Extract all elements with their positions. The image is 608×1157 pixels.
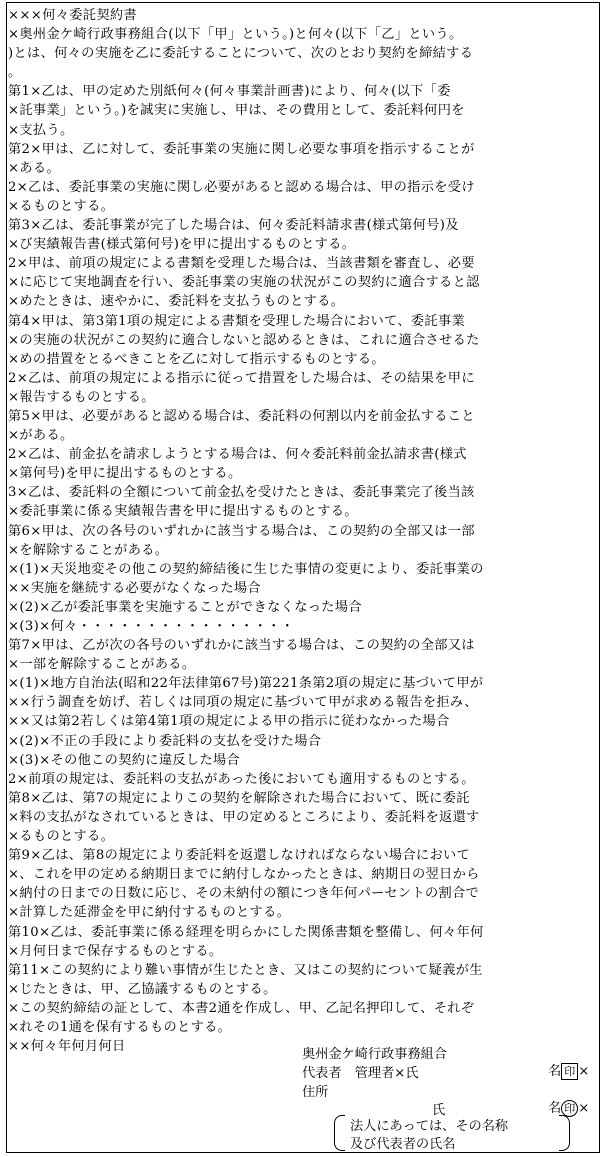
trail-1: × — [578, 1064, 590, 1079]
contract-line: 2×甲は、前項の規定による書類を受理した場合は、当該書類を審査し、必要 — [8, 256, 475, 272]
contract-line: ×料の支払がなされているときは、甲の定めるところにより、委託料を返還す — [8, 809, 480, 825]
contract-line: ×じたときは、甲、乙協議するものとする。 — [8, 981, 277, 997]
contract-line: ××又は第2若しくは第4第1項の規定による甲の指示に従わなかった場合 — [8, 714, 450, 730]
contract-line: ×この契約締結の証として、本書2通を作成し、甲、乙記名押印して、それぞ — [8, 1000, 475, 1016]
contract-line: 第2×甲は、乙に対して、委託事業の実施に関し必要な事項を指示することが — [8, 141, 475, 157]
contract-line: ×(3)×その他この契約に違反した場合 — [8, 752, 241, 768]
corporate-note — [334, 1115, 570, 1151]
contract-line: ×の実施の状況がこの契約に適合しないと認めるときは、これに適合させるた — [8, 332, 480, 348]
contract-line: 第8×乙は、第7の規定によりこの契約を解除された場合において、既に委託 — [8, 790, 470, 806]
bracket-right — [559, 1115, 570, 1151]
contract-line: ×ある。 — [8, 160, 61, 176]
contract-line: ×(2)×乙が委託事業を実施することができなくなった場合 — [8, 599, 362, 615]
contract-line: ×××何々委託契約書 — [8, 8, 137, 23]
contract-line: ××何々年何月何日 — [8, 1039, 126, 1055]
contract-line: ×奥州金ケ崎行政事務組合(以下「甲」という。)と何々(以下「乙」という。 — [8, 27, 463, 43]
contract-line: ×計算した延滞金を甲に納付するものとする。 — [8, 905, 291, 921]
contract-line: 第11×この契約により難い事情が生じたとき、又はこの契約について疑義が生 — [8, 962, 483, 978]
contract-line: 第1×乙は、甲の定めた別紙何々(何々事業計画書)により、何々(以下「委 — [8, 84, 451, 100]
name-prefix-2: 氏 — [432, 1103, 446, 1118]
bracket-left — [334, 1115, 345, 1151]
contract-line: 第4×甲は、第3第1項の規定による書類を受理した場合において、委託事業 — [8, 313, 466, 329]
corporate-note-line-2: 及び代表者の氏名 — [350, 1137, 456, 1152]
contract-line: 第10×乙は、委託事業に係る経理を明らかにした関係書類を整備し、何々年何 — [8, 924, 484, 940]
contract-line: 第5×甲は、必要があると認める場合は、委託料の何割以内を前金払すること — [8, 408, 475, 424]
contract-line: ×一部を解除することがある。 — [8, 657, 196, 673]
contract-line: ×報告するものとする。 — [8, 389, 155, 405]
representative-line: 代表者 管理者×氏 — [302, 1066, 419, 1081]
contract-line: ×、これを甲の定める納期日までに納付しなかったときは、納期日の翌日から — [8, 867, 480, 883]
contract-line: ×び実績報告書(様式第何号)を甲に提出するものとする。 — [8, 237, 356, 253]
contract-line: 第9×乙は、第8の規定により委託料を返還しなければならない場合において — [8, 848, 471, 864]
contract-line: ×めの措置をとるべきことを乙に対して指示するものとする。 — [8, 351, 385, 367]
name-label-1 — [548, 1060, 589, 1080]
contract-line: ×るものとする。 — [8, 829, 115, 845]
contract-line: ×月何日まで保存するものとする。 — [8, 943, 223, 959]
contract-line: 2×前項の規定は、委託料の支払があった後においても適用するものとする。 — [8, 771, 475, 787]
contract-line: )とは、何々の実施を乙に委託することについて、次のとおり契約を締結する — [8, 46, 474, 62]
contract-line: ×委託事業に係る実績報告書を甲に提出するものとする。 — [8, 504, 358, 520]
contract-line: 第7×甲は、乙が次の各号のいずれかに該当する場合は、この契約の全部又は — [8, 638, 475, 654]
seal-round-icon: 印 — [561, 1100, 578, 1117]
contract-line: ×めたときは、速やかに、委託料を支払うものとする。 — [8, 294, 345, 310]
contract-line: ×(3)×何々・・・・・・・・・・・・・・・・ — [8, 619, 295, 634]
contract-line: ××行う調査を妨げ、若しくは同項の規定に基づいて甲が求める報告を拒み、 — [8, 695, 478, 711]
contract-line: ×に応じて実地調査を行い、委託事業の実施の状況がこの契約に適合すると認 — [8, 275, 480, 291]
contract-line: ×がある。 — [8, 428, 74, 444]
contract-line: ×を解除することがある。 — [8, 542, 169, 558]
contract-line: 2×乙は、前項の規定による指示に従って措置をした場合は、その結果を甲に — [8, 370, 475, 386]
contract-line: ×るものとする。 — [8, 198, 115, 214]
name-label-2-text: 名 — [548, 1101, 562, 1116]
contract-line: ×支払う。 — [8, 122, 74, 138]
contract-line: 3×乙は、委託料の全額について前金払を受けたときは、委託事業完了後当該 — [8, 485, 475, 501]
seal-square-icon: 印 — [561, 1063, 578, 1080]
corporate-note-line-1: 法人にあっては、その名称 — [350, 1119, 509, 1134]
contract-body — [8, 6, 594, 1056]
org-name: 奥州金ケ崎行政事務組合 — [302, 1047, 448, 1062]
contract-line: ×(2)×不正の手段により委託料の支払を受けた場合 — [8, 733, 322, 749]
contract-line: ×第何号)を甲に提出するものとする。 — [8, 466, 242, 482]
contract-line: ×(1)×天災地変その他この契約締結後に生じた事情の変更により、委託事業の — [8, 561, 484, 577]
contract-line: 第6×甲は、次の各号のいずれかに該当する場合は、この契約の全部又は一部 — [8, 523, 475, 539]
address-label: 住所 — [302, 1085, 329, 1100]
name-label-2 — [548, 1097, 589, 1117]
contract-line: 2×乙は、前金払を請求しようとする場合は、何々委託料前金払請求書(様式 — [8, 447, 467, 463]
contract-line: ×(1)×地方自治法(昭和22年法律第67号)第221条第2項の規定に基づいて甲が — [8, 676, 484, 692]
contract-line: ×れその1通を保有するものとする。 — [8, 1019, 232, 1035]
name-label-1-text: 名 — [548, 1064, 562, 1079]
trail-2: × — [578, 1101, 590, 1116]
contract-line: ××実施を継続する必要がなくなった場合 — [8, 580, 261, 596]
contract-line: 。 — [8, 65, 22, 81]
contract-line: ×納付の日までの日数に応じ、その未納付の額につき年何パーセントの割合で — [8, 886, 480, 902]
contract-line: ×託事業」という。)を誠実に実施し、甲は、その費用として、委託料何円を — [8, 103, 465, 119]
contract-line: 2×乙は、委託事業の実施に関し必要があると認める場合は、甲の指示を受け — [8, 179, 475, 195]
contract-line: 第3×乙は、委託事業が完了した場合は、何々委託料請求書(様式第何号)及 — [8, 218, 459, 234]
